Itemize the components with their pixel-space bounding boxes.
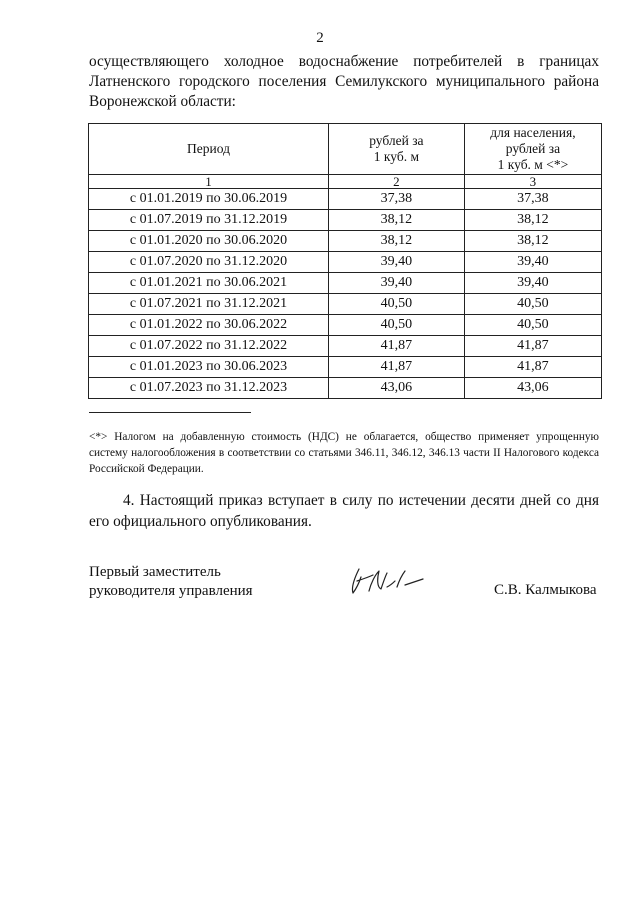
table-row <box>89 315 602 336</box>
intro-paragraph <box>89 52 599 112</box>
population-price-cell: 40,50 <box>464 294 601 315</box>
price-cell: 38,12 <box>328 231 464 252</box>
intro-line-1: осуществляющего холодное водоснабжение потребителей в границах <box>89 53 599 70</box>
table-header-row <box>89 124 602 175</box>
header-population-line-1: для населения, <box>490 125 576 140</box>
population-price-cell: 41,87 <box>464 336 601 357</box>
signatory-name: С.В. Калмыкова <box>494 582 597 598</box>
column-number: 2 <box>328 175 464 189</box>
footnote-divider <box>89 412 251 413</box>
table-row <box>89 294 602 315</box>
price-cell: 41,87 <box>328 357 464 378</box>
period-cell: с 01.07.2019 по 31.12.2019 <box>89 210 329 231</box>
page-number: 2 <box>316 30 324 46</box>
price-cell: 40,50 <box>328 315 464 336</box>
column-number-row <box>89 175 602 189</box>
table-row <box>89 189 602 210</box>
population-price-cell: 38,12 <box>464 210 601 231</box>
footnote: <*> Налогом на добавленную стоимость (НДС) не облагается, общество применяет упрощенную систему налогообложения в соответствии со статьями 346.11, 346.12, 346.13 части II Налогового кодекса Российской Федерации. <box>89 431 599 475</box>
population-price-cell: 41,87 <box>464 357 601 378</box>
intro-line-2: Латненского городского поселения Семилукского муниципального района <box>89 73 599 90</box>
period-cell: с 01.07.2021 по 31.12.2021 <box>89 294 329 315</box>
header-price-line-2: 1 куб. м <box>373 149 420 164</box>
population-price-cell: 38,12 <box>464 231 601 252</box>
signatory-position <box>89 563 253 601</box>
table-row <box>89 210 602 231</box>
price-cell: 38,12 <box>328 210 464 231</box>
population-price-cell: 37,38 <box>464 189 601 210</box>
price-cell: 37,38 <box>328 189 464 210</box>
header-price <box>328 124 464 175</box>
table-row <box>89 273 602 294</box>
header-population-line-3: 1 куб. м <*> <box>497 157 569 172</box>
period-cell: с 01.07.2023 по 31.12.2023 <box>89 378 329 399</box>
period-cell: с 01.07.2020 по 31.12.2020 <box>89 252 329 273</box>
population-price-cell: 39,40 <box>464 273 601 294</box>
period-cell: с 01.01.2020 по 30.06.2020 <box>89 231 329 252</box>
header-period: Период <box>89 124 329 175</box>
price-cell: 43,06 <box>328 378 464 399</box>
table-row <box>89 336 602 357</box>
intro-line-3: Воронежской области: <box>89 93 236 110</box>
clause-4: 4. Настоящий приказ вступает в силу по истечении десяти дней со дня его официального опубликования. <box>89 492 599 530</box>
handwritten-signature-icon <box>347 563 427 597</box>
header-price-line-1: рублей за <box>369 133 424 148</box>
signatory-position-line-2: руководителя управления <box>89 583 253 599</box>
price-cell: 39,40 <box>328 273 464 294</box>
period-cell: с 01.01.2019 по 30.06.2019 <box>89 189 329 210</box>
table-row <box>89 252 602 273</box>
population-price-cell: 39,40 <box>464 252 601 273</box>
period-cell: с 01.01.2021 по 30.06.2021 <box>89 273 329 294</box>
price-cell: 41,87 <box>328 336 464 357</box>
column-number: 3 <box>464 175 601 189</box>
table-row <box>89 378 602 399</box>
table-row <box>89 231 602 252</box>
header-population-line-2: рублей за <box>505 141 561 156</box>
tariff-table <box>88 123 602 399</box>
table-row <box>89 357 602 378</box>
population-price-cell: 43,06 <box>464 378 601 399</box>
period-cell: с 01.01.2022 по 30.06.2022 <box>89 315 329 336</box>
signatory-position-line-1: Первый заместитель <box>89 564 221 580</box>
header-population-price <box>464 124 601 175</box>
price-cell: 40,50 <box>328 294 464 315</box>
price-cell: 39,40 <box>328 252 464 273</box>
period-cell: с 01.07.2022 по 31.12.2022 <box>89 336 329 357</box>
population-price-cell: 40,50 <box>464 315 601 336</box>
column-number: 1 <box>89 175 329 189</box>
period-cell: с 01.01.2023 по 30.06.2023 <box>89 357 329 378</box>
